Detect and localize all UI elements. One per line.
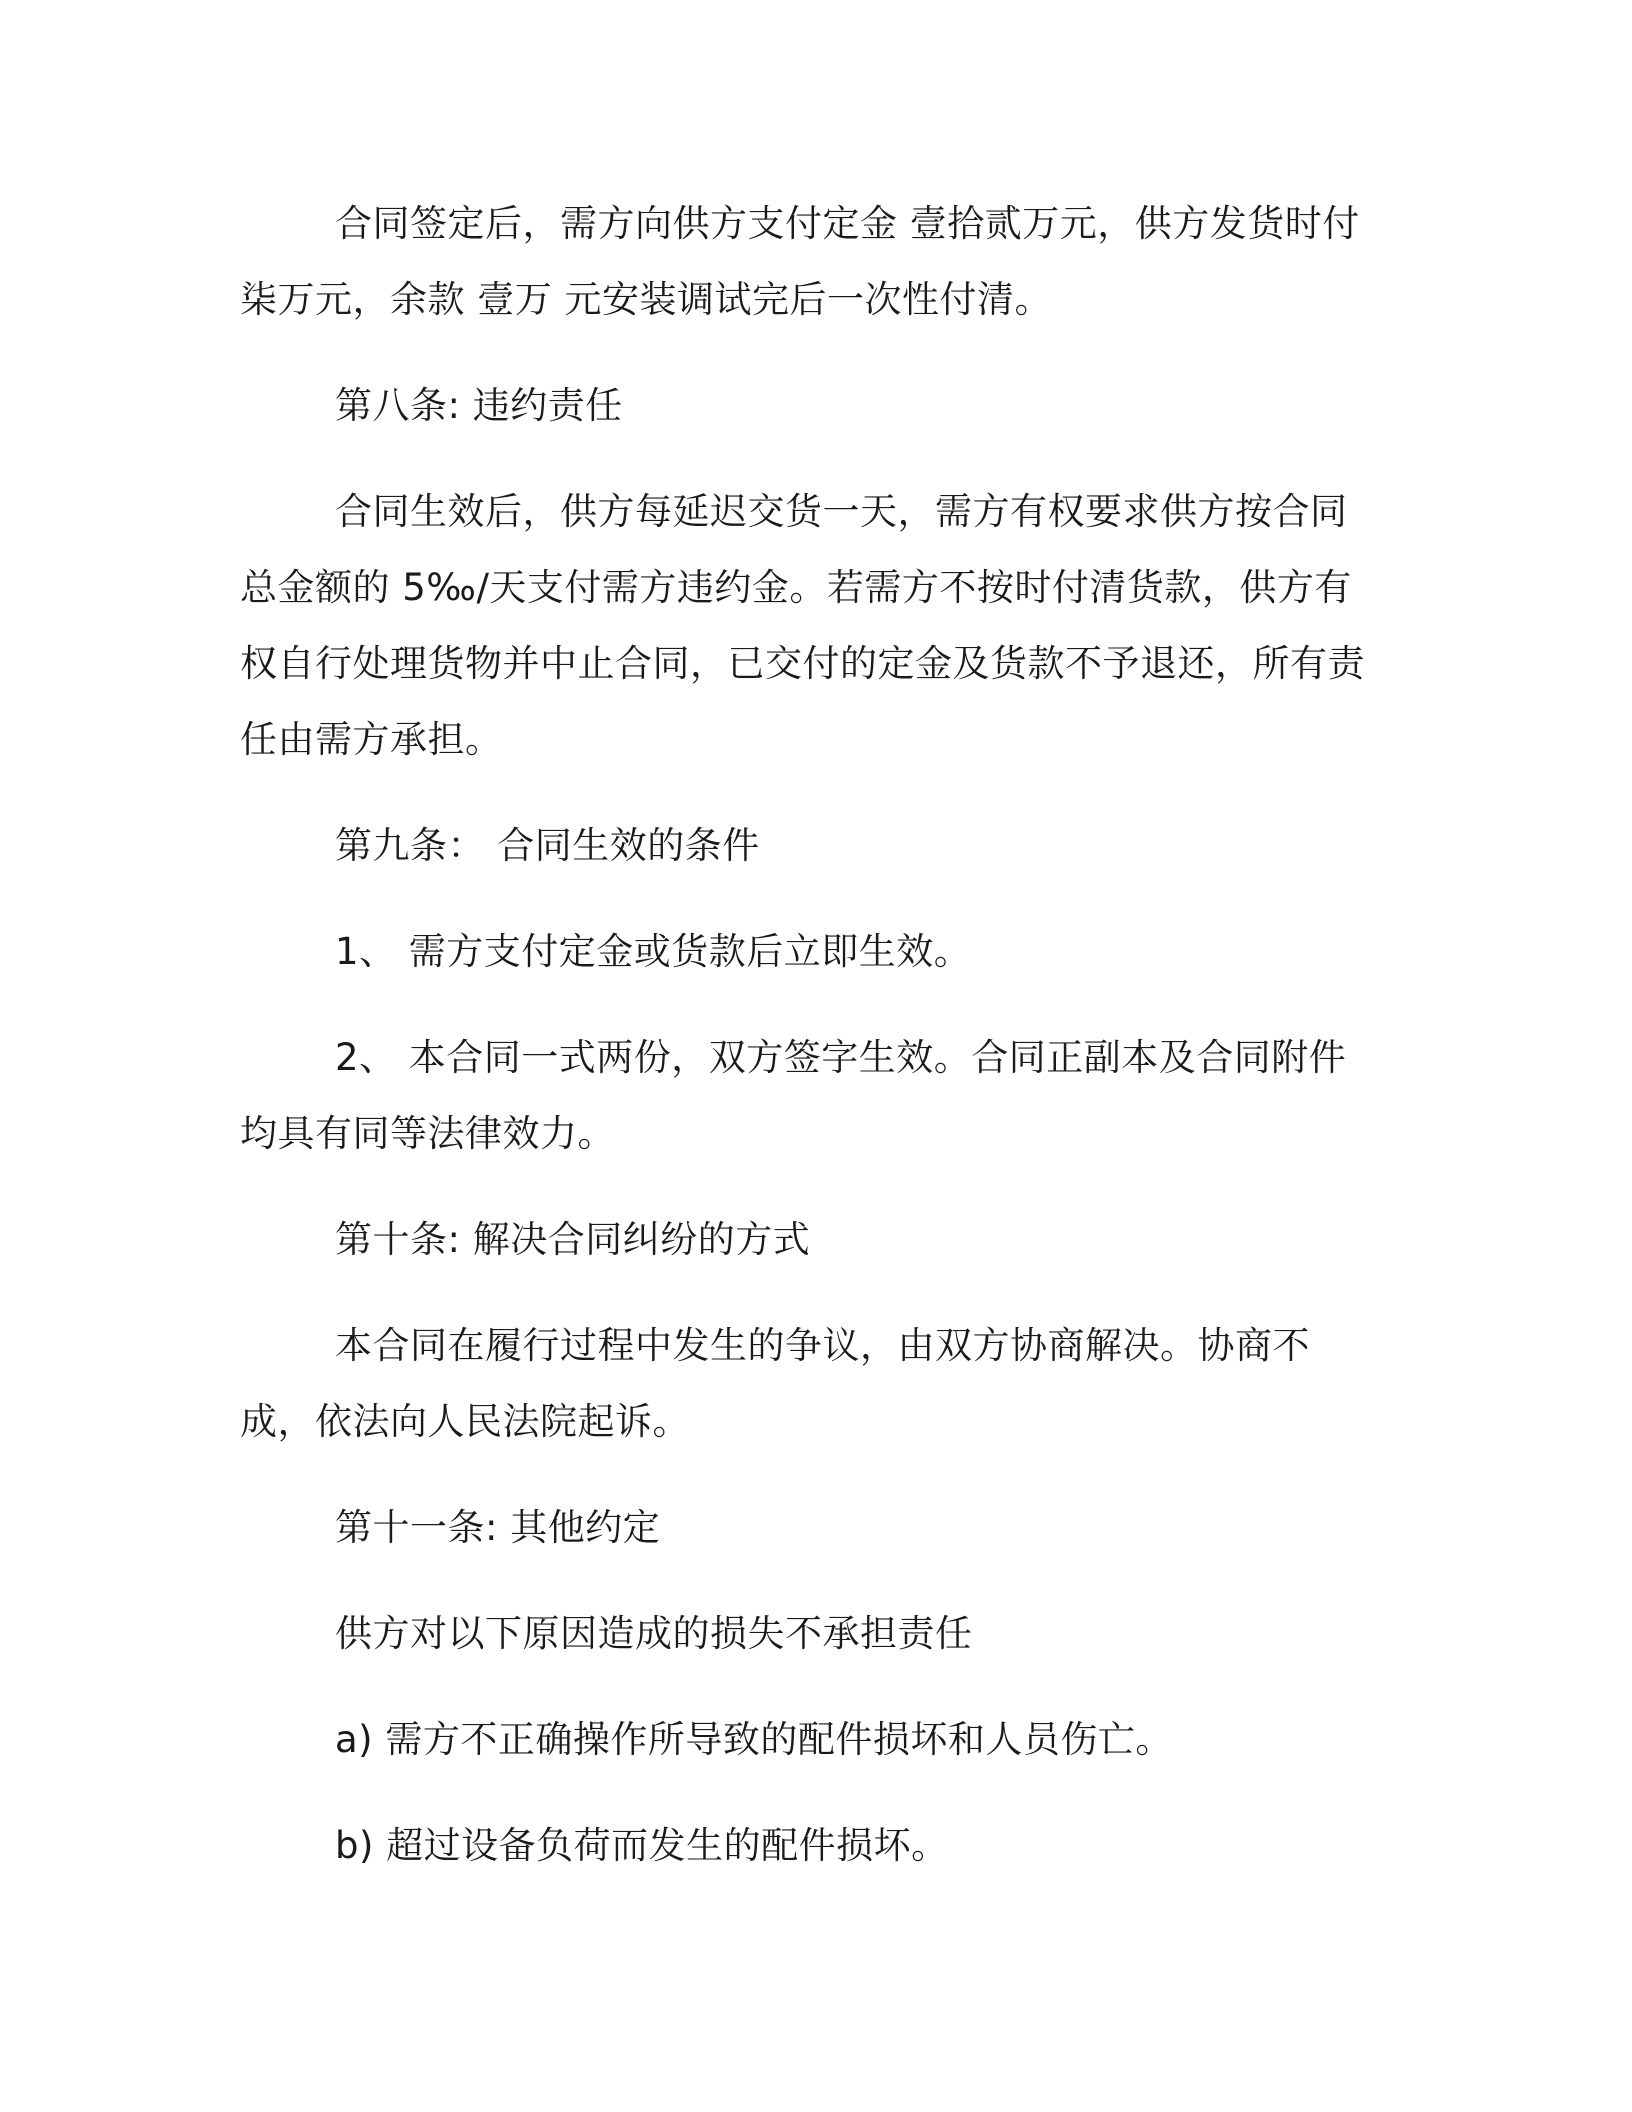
article-8-heading: 第八条: 违约责任 bbox=[335, 384, 623, 427]
article-9-heading: 第九条： 合同生效的条件 bbox=[335, 824, 760, 867]
liability-exclusion-intro: 供方对以下原因造成的损失不承担责任 bbox=[335, 1612, 973, 1655]
dispute-resolution-paragraph: 本合同在履行过程中发生的争议，由双方协商解决。协商不成，依法向人民法院起诉。 bbox=[240, 1324, 1310, 1443]
article-10-heading: 第十条: 解决合同纠纷的方式 bbox=[335, 1218, 811, 1261]
exclusion-item-a: a) 需方不正确操作所导致的配件损坏和人员伤亡。 bbox=[335, 1718, 1173, 1761]
effect-condition-item-2: 2、 本合同一式两份，双方签字生效。合同正副本及合同附件均具有同等法律效力。 bbox=[240, 1036, 1347, 1155]
breach-liability-paragraph: 合同生效后，供方每延迟交货一天，需方有权要求供方按合同总金额的 5‰/天支付需方违约金。若需方不按时付清货款，供方有权自行处理货物并中止合同，已交付的定金及货款不予退还，所有责任由需方承担。 bbox=[240, 490, 1365, 761]
article-11-heading: 第十一条: 其他约定 bbox=[335, 1506, 661, 1549]
exclusion-item-b: b) 超过设备负荷而发生的配件损坏。 bbox=[335, 1824, 949, 1867]
effect-condition-item-1: 1、 需方支付定金或货款后立即生效。 bbox=[335, 930, 972, 973]
document-body bbox=[240, 186, 1380, 1884]
payment-terms-paragraph: 合同签定后，需方向供方支付定金 壹拾贰万元，供方发货时付柒万元，余款 壹万 元安装调试完后一次性付清。 bbox=[240, 202, 1360, 321]
